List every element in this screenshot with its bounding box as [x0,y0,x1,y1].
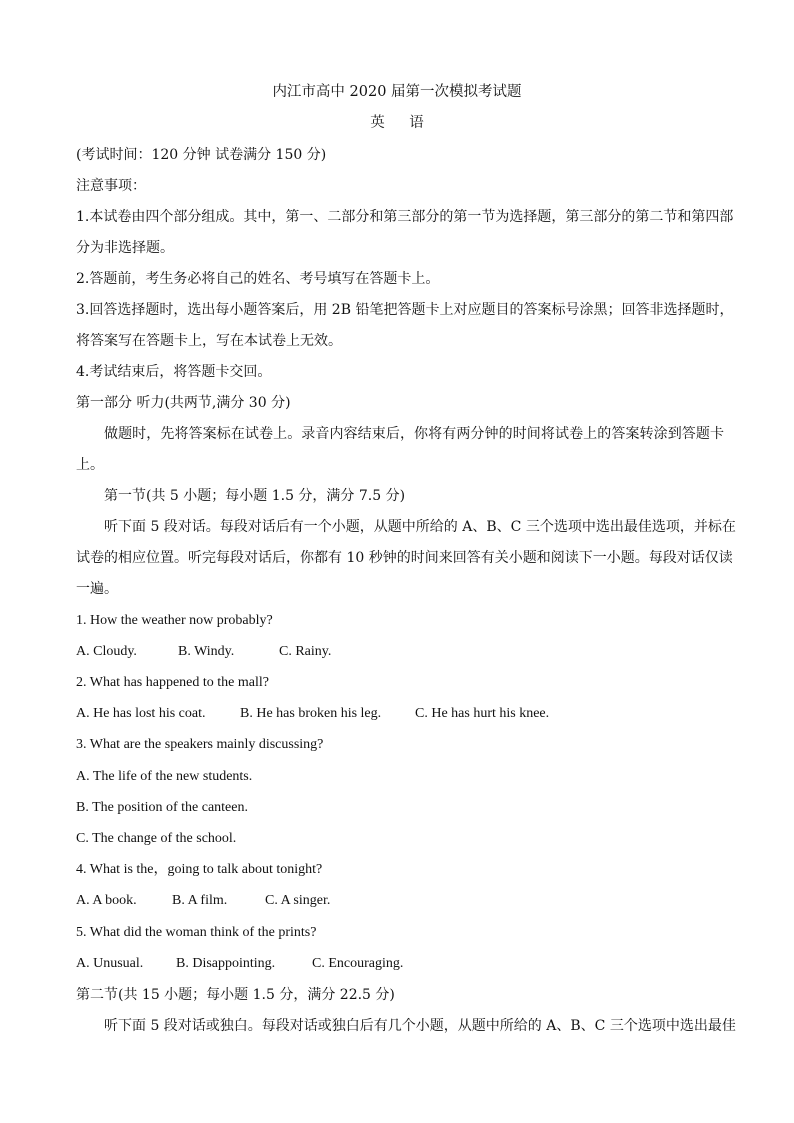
note-3-line-2: 将答案写在答题卡上，写在本试卷上无效。 [76,333,342,349]
note-1-line-2: 分为非选择题。 [76,240,174,256]
part1-intro-line-1: 做题时，先将答案标在试卷上。录音内容结束后，你将有两分钟的时间将试卷上的答案转涂到答题卡 [104,426,724,442]
question-5: 5. What did the woman think of the prints? [76,925,317,940]
section2-instructions-line-1: 听下面 5 段对话或独白。每段对话或独白后有几个小题，从题中所给的 A、B、C 三个选项中选出最佳 [104,1018,736,1034]
question-4-option-b: B. A film. [172,893,228,908]
note-1-line-1: 1.本试卷由四个部分组成。其中，第一、二部分和第三部分的第一节为选择题，第三部分的第二节和第四部 [76,209,734,225]
question-5-option-b: B. Disappointing. [176,956,276,971]
notes-heading: 注意事项： [76,178,146,194]
question-4-option-a: A. A book. [76,893,137,908]
section1-instructions-line-1: 听下面 5 段对话。每段对话后有一个小题，从题中所给的 A、B、C 三个选项中选出最佳选项，并标在 [104,519,736,535]
note-2: 2.答题前，考生务必将自己的姓名、考号填写在答题卡上。 [76,271,440,287]
question-4: 4. What is the，going to talk about tonight? [76,862,323,877]
question-2-option-c: C. He has hurt his knee. [415,706,550,721]
question-3: 3. What are the speakers mainly discussing? [76,737,324,752]
section1-heading: 第一节(共 5 小题；每小题 1.5 分，满分 7.5 分) [104,488,406,504]
question-1: 1. How the weather now probably? [76,613,273,628]
note-3-line-1: 3.回答选择题时，选出每小题答案后，用 2B 铅笔把答题卡上对应题目的答案标号涂黑；回答非选择题时， [76,302,734,318]
section1-instructions-line-3: 一遍。 [76,581,118,597]
subject-title: 英 语 [370,115,434,131]
exam-info: (考试时间：120 分钟 试卷满分 150 分) [76,147,327,163]
question-2-option-a: A. He has lost his coat. [76,706,206,721]
question-1-option-a: A. Cloudy. [76,644,137,659]
question-5-option-a: A. Unusual. [76,956,144,971]
section1-instructions-line-2: 试卷的相应位置。听完每段对话后，你都有 10 秒钟的时间来回答有关小题和阅读下一小题。每段对话仅读 [76,550,733,566]
question-4-option-c: C. A singer. [265,893,331,908]
question-1-option-c: C. Rainy. [279,644,332,659]
question-3-option-c: C. The change of the school. [76,831,237,846]
question-3-option-a: A. The life of the new students. [76,769,253,784]
question-5-option-c: C. Encouraging. [312,956,404,971]
note-4: 4.考试结束后，将答题卡交回。 [76,364,272,380]
section2-heading: 第二节(共 15 小题；每小题 1.5 分，满分 22.5 分) [76,987,395,1003]
part1-heading: 第一部分 听力(共两节,满分 30 分) [76,395,291,411]
question-2-option-b: B. He has broken his leg. [240,706,382,721]
question-3-option-b: B. The position of the canteen. [76,800,248,815]
exam-title: 内江市高中 2020 届第一次模拟考试题 [272,84,522,100]
part1-intro-line-2: 上。 [76,457,104,473]
question-1-option-b: B. Windy. [178,644,235,659]
question-2: 2. What has happened to the mall? [76,675,269,690]
